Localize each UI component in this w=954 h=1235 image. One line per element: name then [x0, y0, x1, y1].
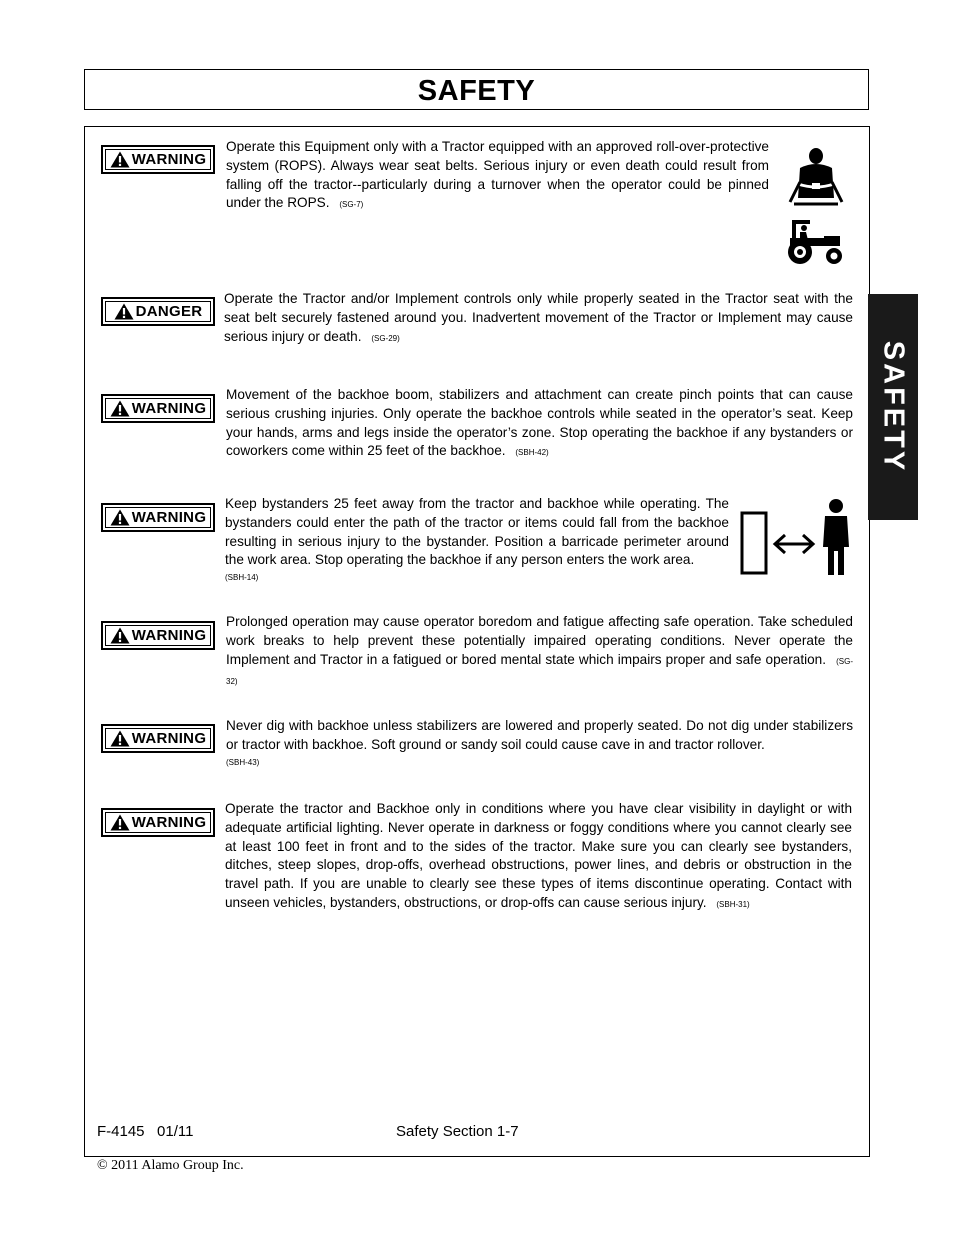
- page-title: SAFETY: [417, 75, 536, 107]
- message-code: (SBH-42): [515, 448, 549, 458]
- signal-word: WARNING: [131, 151, 207, 168]
- message-text: Operate the Tractor and/or Implement controls only while properly seated in the Tractor seat with the seat belt securely fastened around you. Inadvertent movement of the Tractor or Implement may cause serious injury or death.: [224, 291, 853, 344]
- signal-word: WARNING: [131, 627, 207, 644]
- tractor-rops-icon: [784, 218, 846, 266]
- safety-message: [226, 717, 853, 769]
- warning-badge: [101, 724, 215, 753]
- message-text: Movement of the backhoe boom, stabilizers and attachment can create pinch points that can cause serious crushing injuries. Only operate the backhoe controls while seated in the operator’s seat. Keep your hands, arms and legs inside the operator’s zone. Stop operating the backhoe if any bystanders or coworkers come within 25 feet of the backhoe.: [226, 387, 853, 459]
- alert-triangle-icon: [110, 814, 130, 831]
- warning-badge: [101, 503, 215, 532]
- document-number: F-4145 01/11: [97, 1123, 194, 1140]
- message-text: Operate this Equipment only with a Tractor equipped with an approved roll-over-protective system (ROPS). Always wear seat belts. Serious injury or even death could result from falling off the tractor--particularly during a turnover when the operator could be pinned under the ROPS.: [226, 139, 769, 211]
- message-text: Keep bystanders 25 feet away from the tractor and backhoe while operating. The bystanders could enter the path of the tractor or items could fall from the backhoe resulting in serious injury to the bystander. Position a barricade perimeter around the work area. Stop operating the backhoe if any person enters the work area.: [225, 496, 729, 568]
- section-side-tab: [868, 294, 918, 520]
- alert-triangle-icon: [110, 400, 130, 417]
- signal-word: WARNING: [131, 509, 207, 526]
- alert-triangle-icon: [110, 627, 130, 644]
- header-box: [84, 69, 869, 110]
- alert-triangle-icon: [110, 730, 130, 747]
- message-code: (SG-7): [339, 200, 364, 210]
- message-text: Operate the tractor and Backhoe only in conditions where you have clear visibility in daylight or with adequate artificial lighting. Never operate in darkness or foggy conditions where you cannot clearly see at least 100 feet in front and to the sides of the tractor. Make sure you can clearly see bystanders, ditches, steep slopes, drop-offs, overhead obstructions, power lines, and debris or obstruction in the travel path. If you are unable to clearly see these types of items discontinue operating. Contact with unseen vehicles, bystanders, obstructions, or drop-offs can cause serious injury.: [225, 801, 852, 910]
- warning-badge: [101, 808, 215, 837]
- message-code: (SG-29): [371, 333, 400, 343]
- message-code: (SG-32): [226, 656, 853, 687]
- alert-triangle-icon: [110, 151, 130, 168]
- warning-badge: [101, 394, 215, 423]
- safety-message: [226, 616, 853, 693]
- section-page-number: Safety Section 1-7: [396, 1123, 519, 1140]
- safety-message: [226, 386, 853, 463]
- seatbelt-operator-icon: [786, 146, 846, 206]
- message-code: (SBH-43): [226, 757, 260, 767]
- safety-message: [226, 138, 769, 215]
- signal-word: WARNING: [131, 400, 207, 417]
- safety-message: [225, 495, 729, 584]
- message-code: (SBH-31): [716, 899, 750, 909]
- alert-triangle-icon: [114, 303, 134, 320]
- signal-word: WARNING: [131, 730, 207, 747]
- safety-message: [225, 800, 852, 915]
- danger-badge: [101, 297, 215, 326]
- bystander-distance-icon: [739, 497, 855, 577]
- safety-message: [224, 290, 853, 348]
- alert-triangle-icon: [110, 509, 130, 526]
- message-code: (SBH-14): [225, 573, 259, 583]
- signal-word: DANGER: [135, 303, 203, 320]
- message-text: Never dig with backhoe unless stabilizers are lowered and properly seated. Do not dig under stabilizers or tractor with backhoe. Soft ground or sandy soil could cause cave in and tractor rollover.: [226, 718, 853, 752]
- signal-word: WARNING: [131, 814, 207, 831]
- warning-badge: [101, 621, 215, 650]
- side-tab-label: SAFETY: [877, 340, 910, 474]
- copyright-notice: © 2011 Alamo Group Inc.: [97, 1158, 244, 1173]
- message-text: Prolonged operation may cause operator boredom and fatigue affecting safe operation. Take scheduled work breaks to help prevent these potentially impaired operating conditions. Never operate the Implement and Tractor in a fatigued or bored mental state which impairs proper and safe operation.: [226, 616, 853, 667]
- warning-badge: [101, 145, 215, 174]
